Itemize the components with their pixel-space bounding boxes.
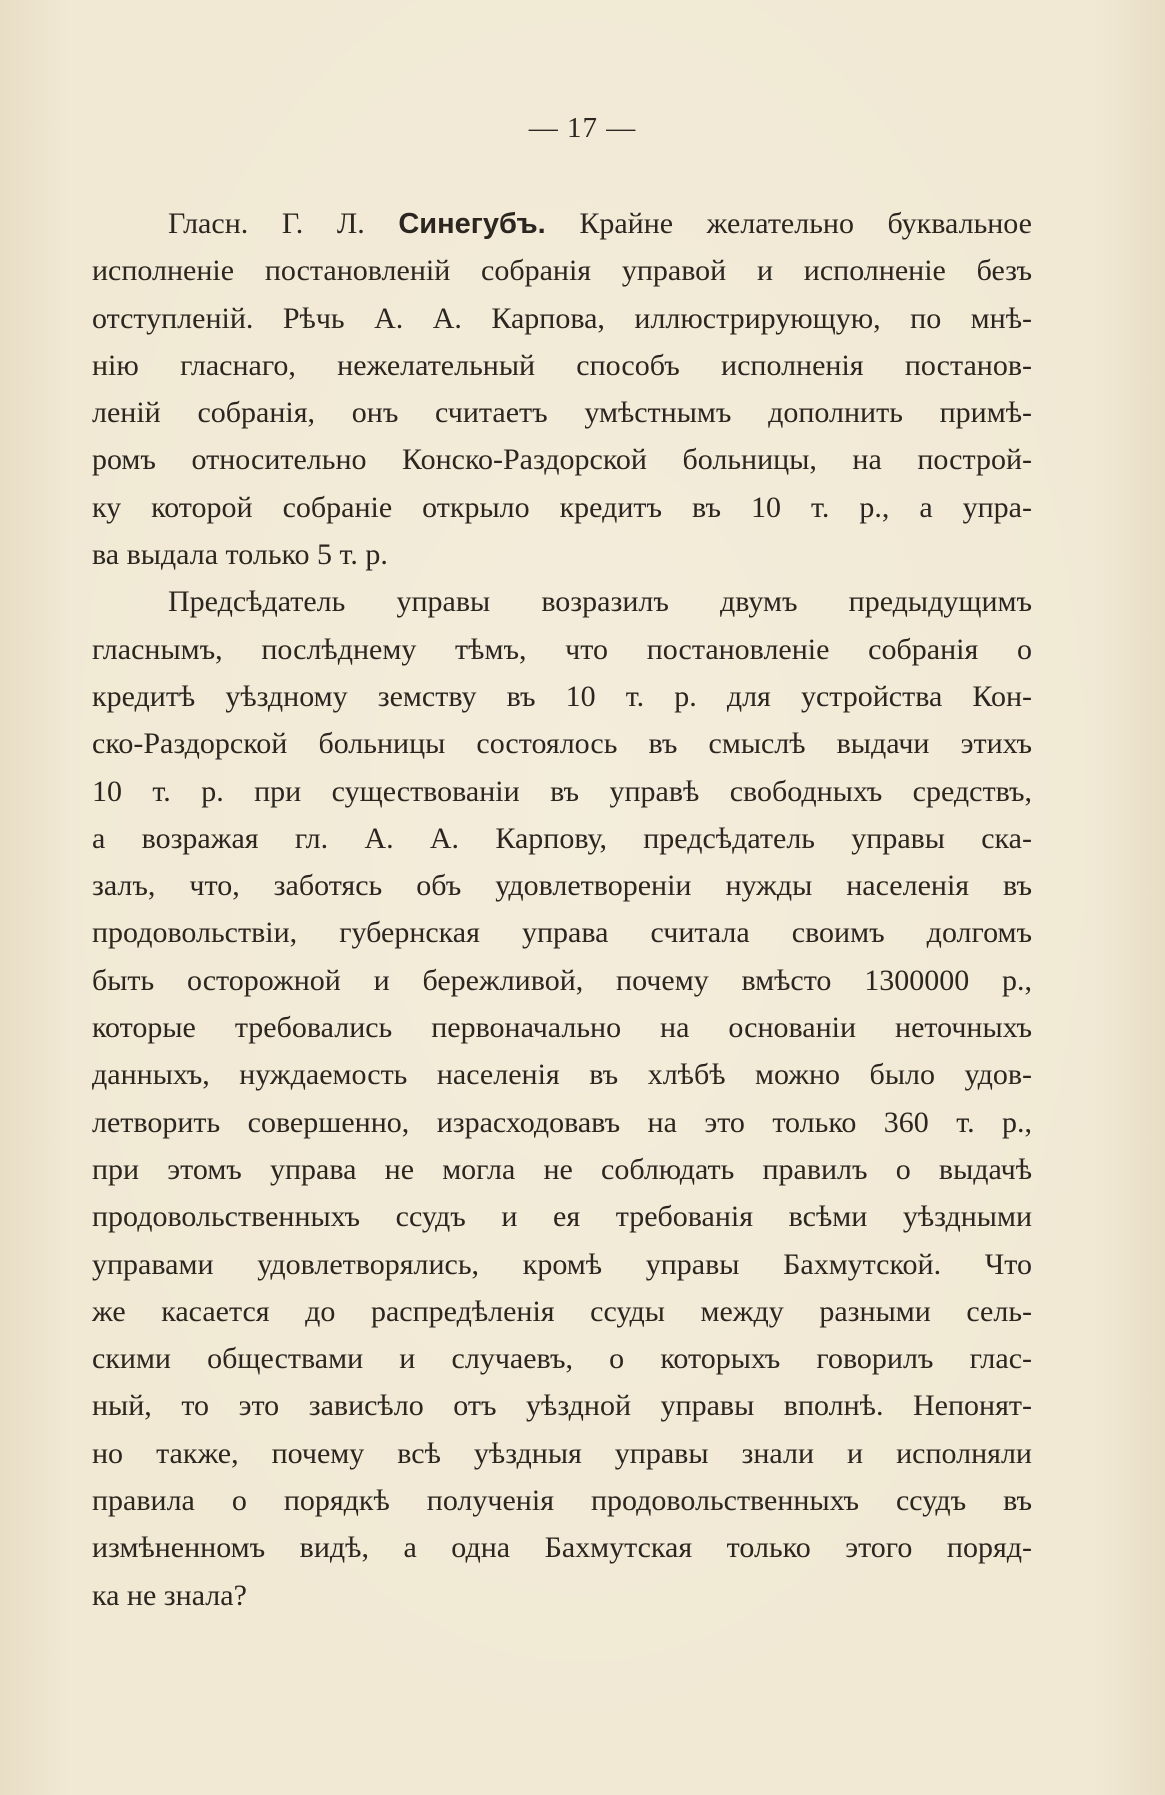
text-line: ско-Раздорской больницы состоялось въ смыслѣ выдачи этихъ <box>92 727 1032 761</box>
text-line: исполненіе постановленій собранія управой и исполненіе безъ <box>92 254 1032 288</box>
text-line: измѣненномъ видѣ, а одна Бахмутская только этого поряд- <box>92 1531 1032 1565</box>
text-line: залъ, что, заботясь объ удовлетвореніи нужды населенія въ <box>92 869 1032 903</box>
text-line: ва выдала только 5 т. р. <box>92 538 388 572</box>
text-line: 10 т. р. при существованіи въ управѣ свободныхъ средствъ, <box>92 774 1032 808</box>
text-line: а возражая гл. А. А. Карпову, предсѣдатель управы ска- <box>92 821 1032 855</box>
line-text-after-speaker: Крайне желательно буквальное <box>545 207 1032 240</box>
text-line: Предсѣдатель управы возразилъ двумъ предыдущимъ <box>168 585 1032 619</box>
text-line: отступленій. Рѣчь А. А. Карпова, иллюстрирующую, по мнѣ- <box>92 301 1032 335</box>
line-text-before-speaker: Гласн. Г. Л. <box>168 207 399 240</box>
text-line: леній собранія, онъ считаетъ умѣстнымъ дополнить примѣ- <box>92 396 1032 430</box>
speaker-name: Синегубъ. <box>398 208 546 240</box>
text-line <box>92 200 1032 247</box>
paragraph-2 <box>92 578 1032 1619</box>
text-line: продовольственныхъ ссудъ и ея требованія всѣми уѣздными <box>92 1200 1032 1234</box>
text-line: ромъ относительно Конско-Раздорской больницы, на построй- <box>92 443 1032 477</box>
text-line: при этомъ управа не могла не соблюдать правилъ о выдачѣ <box>92 1152 1032 1186</box>
text-line: которые требовались первоначально на основаніи неточныхъ <box>92 1011 1032 1045</box>
text-line: данныхъ, нуждаемость населенія въ хлѣбѣ можно было удов- <box>92 1058 1032 1092</box>
paragraph-1 <box>92 200 1032 578</box>
text-line: ку которой собраніе открыло кредитъ въ 10 т. р., а упра- <box>92 490 1032 524</box>
text-line: гласнымъ, послѣднему тѣмъ, что постановленіе собранія о <box>92 632 1032 666</box>
text-line: нію гласнаго, нежелательный способъ исполненія постанов- <box>92 348 1032 382</box>
text-line: быть осторожной и бережливой, почему вмѣсто 1300000 р., <box>92 963 1032 997</box>
page-number: — 17 — <box>528 112 637 144</box>
text-line: летворить совершенно, израсходовавъ на это только 360 т. р., <box>92 1105 1032 1139</box>
text-line: кредитѣ уѣздному земству въ 10 т. р. для устройства Кон- <box>92 679 1032 713</box>
text-line: же касается до распредѣленія ссуды между разными сель- <box>92 1294 1032 1328</box>
body-text <box>92 200 1032 1619</box>
text-line: правила о порядкѣ полученія продовольственныхъ ссудъ въ <box>92 1484 1032 1518</box>
text-line: ный, то это зависѣло отъ уѣздной управы вполнѣ. Непонят- <box>92 1389 1032 1423</box>
text-line: управами удовлетворялись, кромѣ управы Бахмутской. Что <box>92 1247 1032 1281</box>
text-line: но также, почему всѣ уѣздныя управы знали и исполняли <box>92 1436 1032 1470</box>
text-line: скими обществами и случаевъ, о которыхъ говорилъ глас- <box>92 1342 1032 1376</box>
text-line: ка не знала? <box>92 1578 247 1612</box>
text-line: продовольствіи, губернская управа считала своимъ долгомъ <box>92 916 1032 950</box>
